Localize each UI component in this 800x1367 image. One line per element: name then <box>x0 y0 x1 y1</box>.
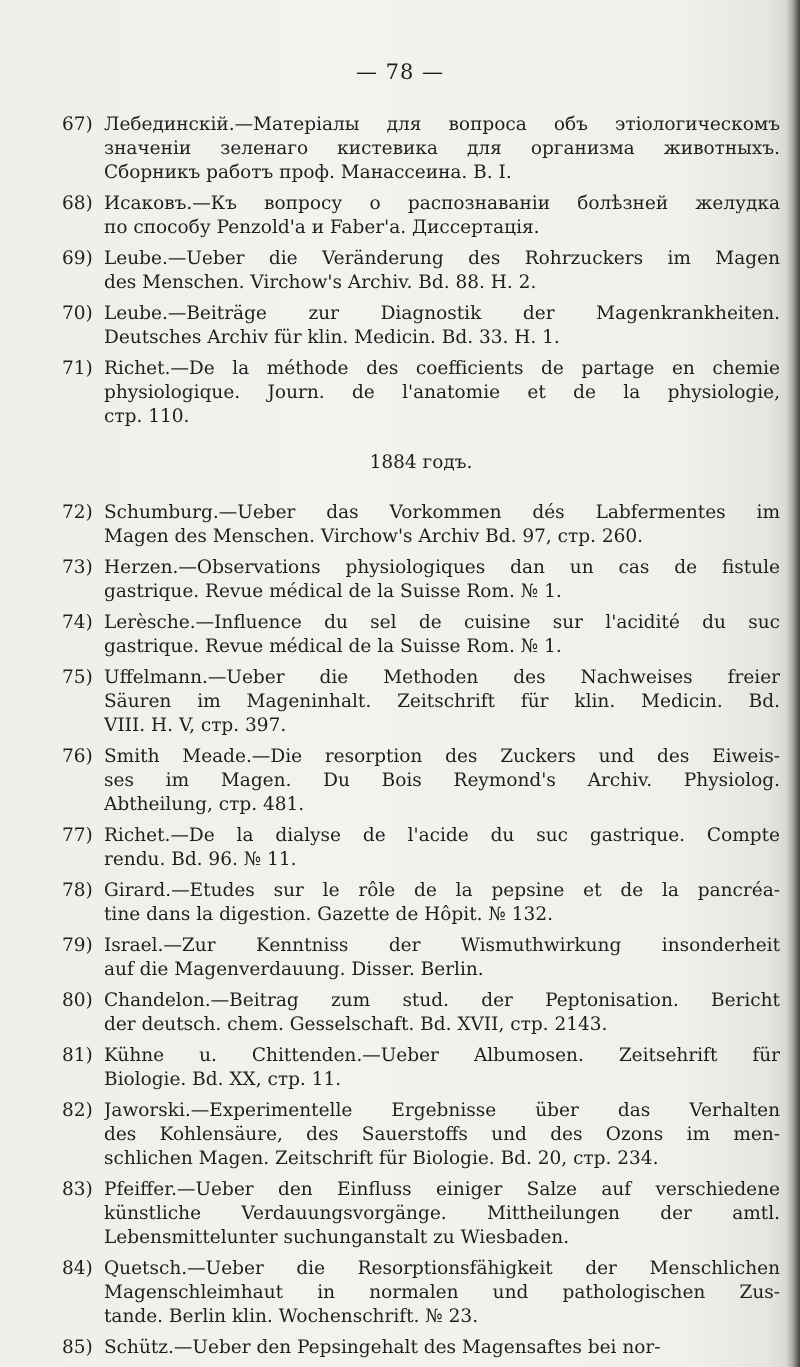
entry-line: VIII. H. V, стр. 397. <box>104 715 287 736</box>
entry-line: des Kohlensäure, des Sauerstoffs und des Ozons im men- <box>104 1124 780 1145</box>
entry-line: physiologique. Journ. de l'anatomie et de la physiologie, <box>104 382 780 403</box>
bibliography-entry <box>62 113 780 185</box>
entry-line: gastrique. Revue médical de la Suisse Rom. № 1. <box>104 581 562 602</box>
entry-number: 82) <box>62 1100 93 1121</box>
entry-number: 68) <box>62 193 93 214</box>
bibliography-entry <box>62 357 780 429</box>
entry-text <box>104 1336 780 1360</box>
entry-text <box>104 1099 780 1171</box>
entry-number: 71) <box>62 358 93 379</box>
entry-text <box>104 247 780 295</box>
entry-line: Magenschleimhaut in normalen und pathologischen Zus- <box>104 1282 780 1303</box>
entry-line: Lebensmittelunter suchunganstalt zu Wiesbaden. <box>104 1227 570 1248</box>
entry-number: 78) <box>62 880 93 901</box>
entry-line: schlichen Magen. Zeitschrift für Biologie. Bd. 20, стр. 234. <box>104 1148 659 1169</box>
bibliography-entry <box>62 556 780 604</box>
bibliography-entry <box>62 611 780 659</box>
entry-line: Schütz.—Ueber den Pepsingehalt des Magensaftes bei nor- <box>104 1337 661 1358</box>
entry-number: 67) <box>62 114 93 135</box>
entry-line: стр. 110. <box>104 406 190 427</box>
entry-text <box>104 302 780 350</box>
bibliography-entry <box>62 824 780 872</box>
entry-number: 79) <box>62 935 93 956</box>
entry-text <box>104 1257 780 1329</box>
entry-text <box>104 934 780 982</box>
entry-line: tine dans la digestion. Gazette de Hôpit. № 132. <box>104 904 553 925</box>
bibliography-entry <box>62 745 780 817</box>
entry-line: Herzen.—Observations physiologiques dan un cas de fistule <box>104 557 780 578</box>
bibliography-entry <box>62 247 780 295</box>
entry-line: tande. Berlin klin. Wochenschrift. № 23. <box>104 1306 479 1327</box>
entry-line: Исаковъ.—Къ вопросу о распознаваніи болѣзней желудка <box>104 193 780 214</box>
entry-text <box>104 879 780 927</box>
entry-line: Deutsches Archiv für klin. Medicin. Bd. 33. H. 1. <box>104 327 560 348</box>
bibliography-entry <box>62 1178 780 1250</box>
entry-line: Leube.—Beiträge zur Diagnostik der Magenkrankheiten. <box>104 303 780 324</box>
entry-line: des Menschen. Virchow's Archiv. Bd. 88. H. 2. <box>104 272 537 293</box>
entry-line: Magen des Menschen. Virchow's Archiv Bd. 97, стр. 260. <box>104 526 644 547</box>
bibliography-entry <box>62 989 780 1037</box>
entry-line: Israel.—Zur Kenntniss der Wismuthwirkung insonderheit <box>104 935 780 956</box>
entry-line: auf die Magenverdauung. Disser. Berlin. <box>104 959 484 980</box>
entry-line: Pfeiffer.—Ueber den Einfluss einiger Salze auf verschiedene <box>104 1179 780 1200</box>
entry-text <box>104 1178 780 1250</box>
entry-text <box>104 666 780 738</box>
entry-line: Leube.—Ueber die Veränderung des Rohrzuckers im Magen <box>104 248 780 269</box>
entry-line: Jaworski.—Experimentelle Ergebnisse über das Verhalten <box>104 1100 780 1121</box>
entry-line: Smith Meade.—Die resorption des Zuckers und des Eiweis- <box>104 746 780 767</box>
entry-text <box>104 501 780 549</box>
page-edge-shadow <box>786 0 800 1367</box>
entry-number: 77) <box>62 825 93 846</box>
entry-line: Chandelon.—Beitrag zum stud. der Peptonisation. Bericht <box>104 990 780 1011</box>
bibliography-entry <box>62 1257 780 1329</box>
page-number: — 78 — <box>355 60 445 84</box>
entry-line: Girard.—Etudes sur le rôle de la pepsine et de la pancréa- <box>104 880 780 901</box>
entry-number: 69) <box>62 248 93 269</box>
bibliography-list <box>62 113 780 1367</box>
entry-line: Лебединскій.—Матеріалы для вопроса объ этіологическомъ <box>104 114 780 135</box>
entry-number: 75) <box>62 667 93 688</box>
entry-line: rendu. Bd. 96. № 11. <box>104 849 297 870</box>
entry-line: Abtheilung, стр. 481. <box>104 794 305 815</box>
entry-text <box>104 1044 780 1092</box>
bibliography-entry <box>62 1044 780 1092</box>
bibliography-entry <box>62 501 780 549</box>
entry-number: 81) <box>62 1045 93 1066</box>
entry-text <box>104 192 780 240</box>
entry-line: Richet.—De la méthode des coefficients de partage en chemie <box>104 358 780 379</box>
entry-number: 84) <box>62 1258 93 1279</box>
entry-line: Säuren im Mageninhalt. Zeitschrift für klin. Medicin. Bd. <box>104 691 780 712</box>
entry-line: gastrique. Revue médical de la Suisse Rom. № 1. <box>104 636 562 657</box>
bibliography-entry <box>62 934 780 982</box>
entry-line: Сборникъ работъ проф. Манассеина. В. I. <box>104 162 512 183</box>
bibliography-entry <box>62 666 780 738</box>
entry-number: 83) <box>62 1179 93 1200</box>
entry-line: значеніи зеленаго кистевика для организма животныхъ. <box>104 138 780 159</box>
entry-text <box>104 745 780 817</box>
entry-line: Biologie. Bd. XX, стр. 11. <box>104 1069 342 1090</box>
entry-text <box>104 556 780 604</box>
entry-text <box>104 989 780 1037</box>
entry-number: 72) <box>62 502 93 523</box>
entry-line: по способу Penzold'а и Faber'а. Диссертація. <box>104 217 540 238</box>
entry-text <box>104 824 780 872</box>
bibliography-entry <box>62 302 780 350</box>
bibliography-entry <box>62 879 780 927</box>
entry-number: 76) <box>62 746 93 767</box>
entry-number: 85) <box>62 1337 93 1358</box>
entry-number: 80) <box>62 990 93 1011</box>
bibliography-entry <box>62 1099 780 1171</box>
entry-line: der deutsch. chem. Gesselschaft. Bd. XVII, стр. 2143. <box>104 1014 608 1035</box>
entries-1883 <box>62 113 780 429</box>
entry-number: 70) <box>62 303 93 324</box>
entry-number: 74) <box>62 612 93 633</box>
entry-line: ses im Magen. Du Bois Reymond's Archiv. Physiolog. <box>104 770 780 791</box>
bibliography-entry <box>62 192 780 240</box>
entry-line: Richet.—De la dialyse de l'acide du suc gastrique. Compte <box>104 825 780 846</box>
year-heading: 1884 годъ. <box>369 452 473 473</box>
entry-text <box>104 357 780 429</box>
entries-1884 <box>62 501 780 1360</box>
bibliography-entry <box>62 1336 780 1360</box>
entry-number: 73) <box>62 557 93 578</box>
entry-line: Kühne u. Chittenden.—Ueber Albumosen. Zeitsehrift für <box>104 1045 780 1066</box>
entry-line: Quetsch.—Ueber die Resorptionsfähigkeit der Menschlichen <box>104 1258 780 1279</box>
entry-line: Schumburg.—Ueber das Vorkommen dés Labfermentes im <box>104 502 780 523</box>
entry-line: künstliche Verdauungsvorgänge. Mittheilungen der amtl. <box>104 1203 780 1224</box>
entry-text <box>104 611 780 659</box>
entry-line: Uffelmann.—Ueber die Methoden des Nachweises freier <box>104 667 780 688</box>
entry-text <box>104 113 780 185</box>
entry-line: Lerèsche.—Influence du sel de cuisine sur l'acidité du suc <box>104 612 780 633</box>
